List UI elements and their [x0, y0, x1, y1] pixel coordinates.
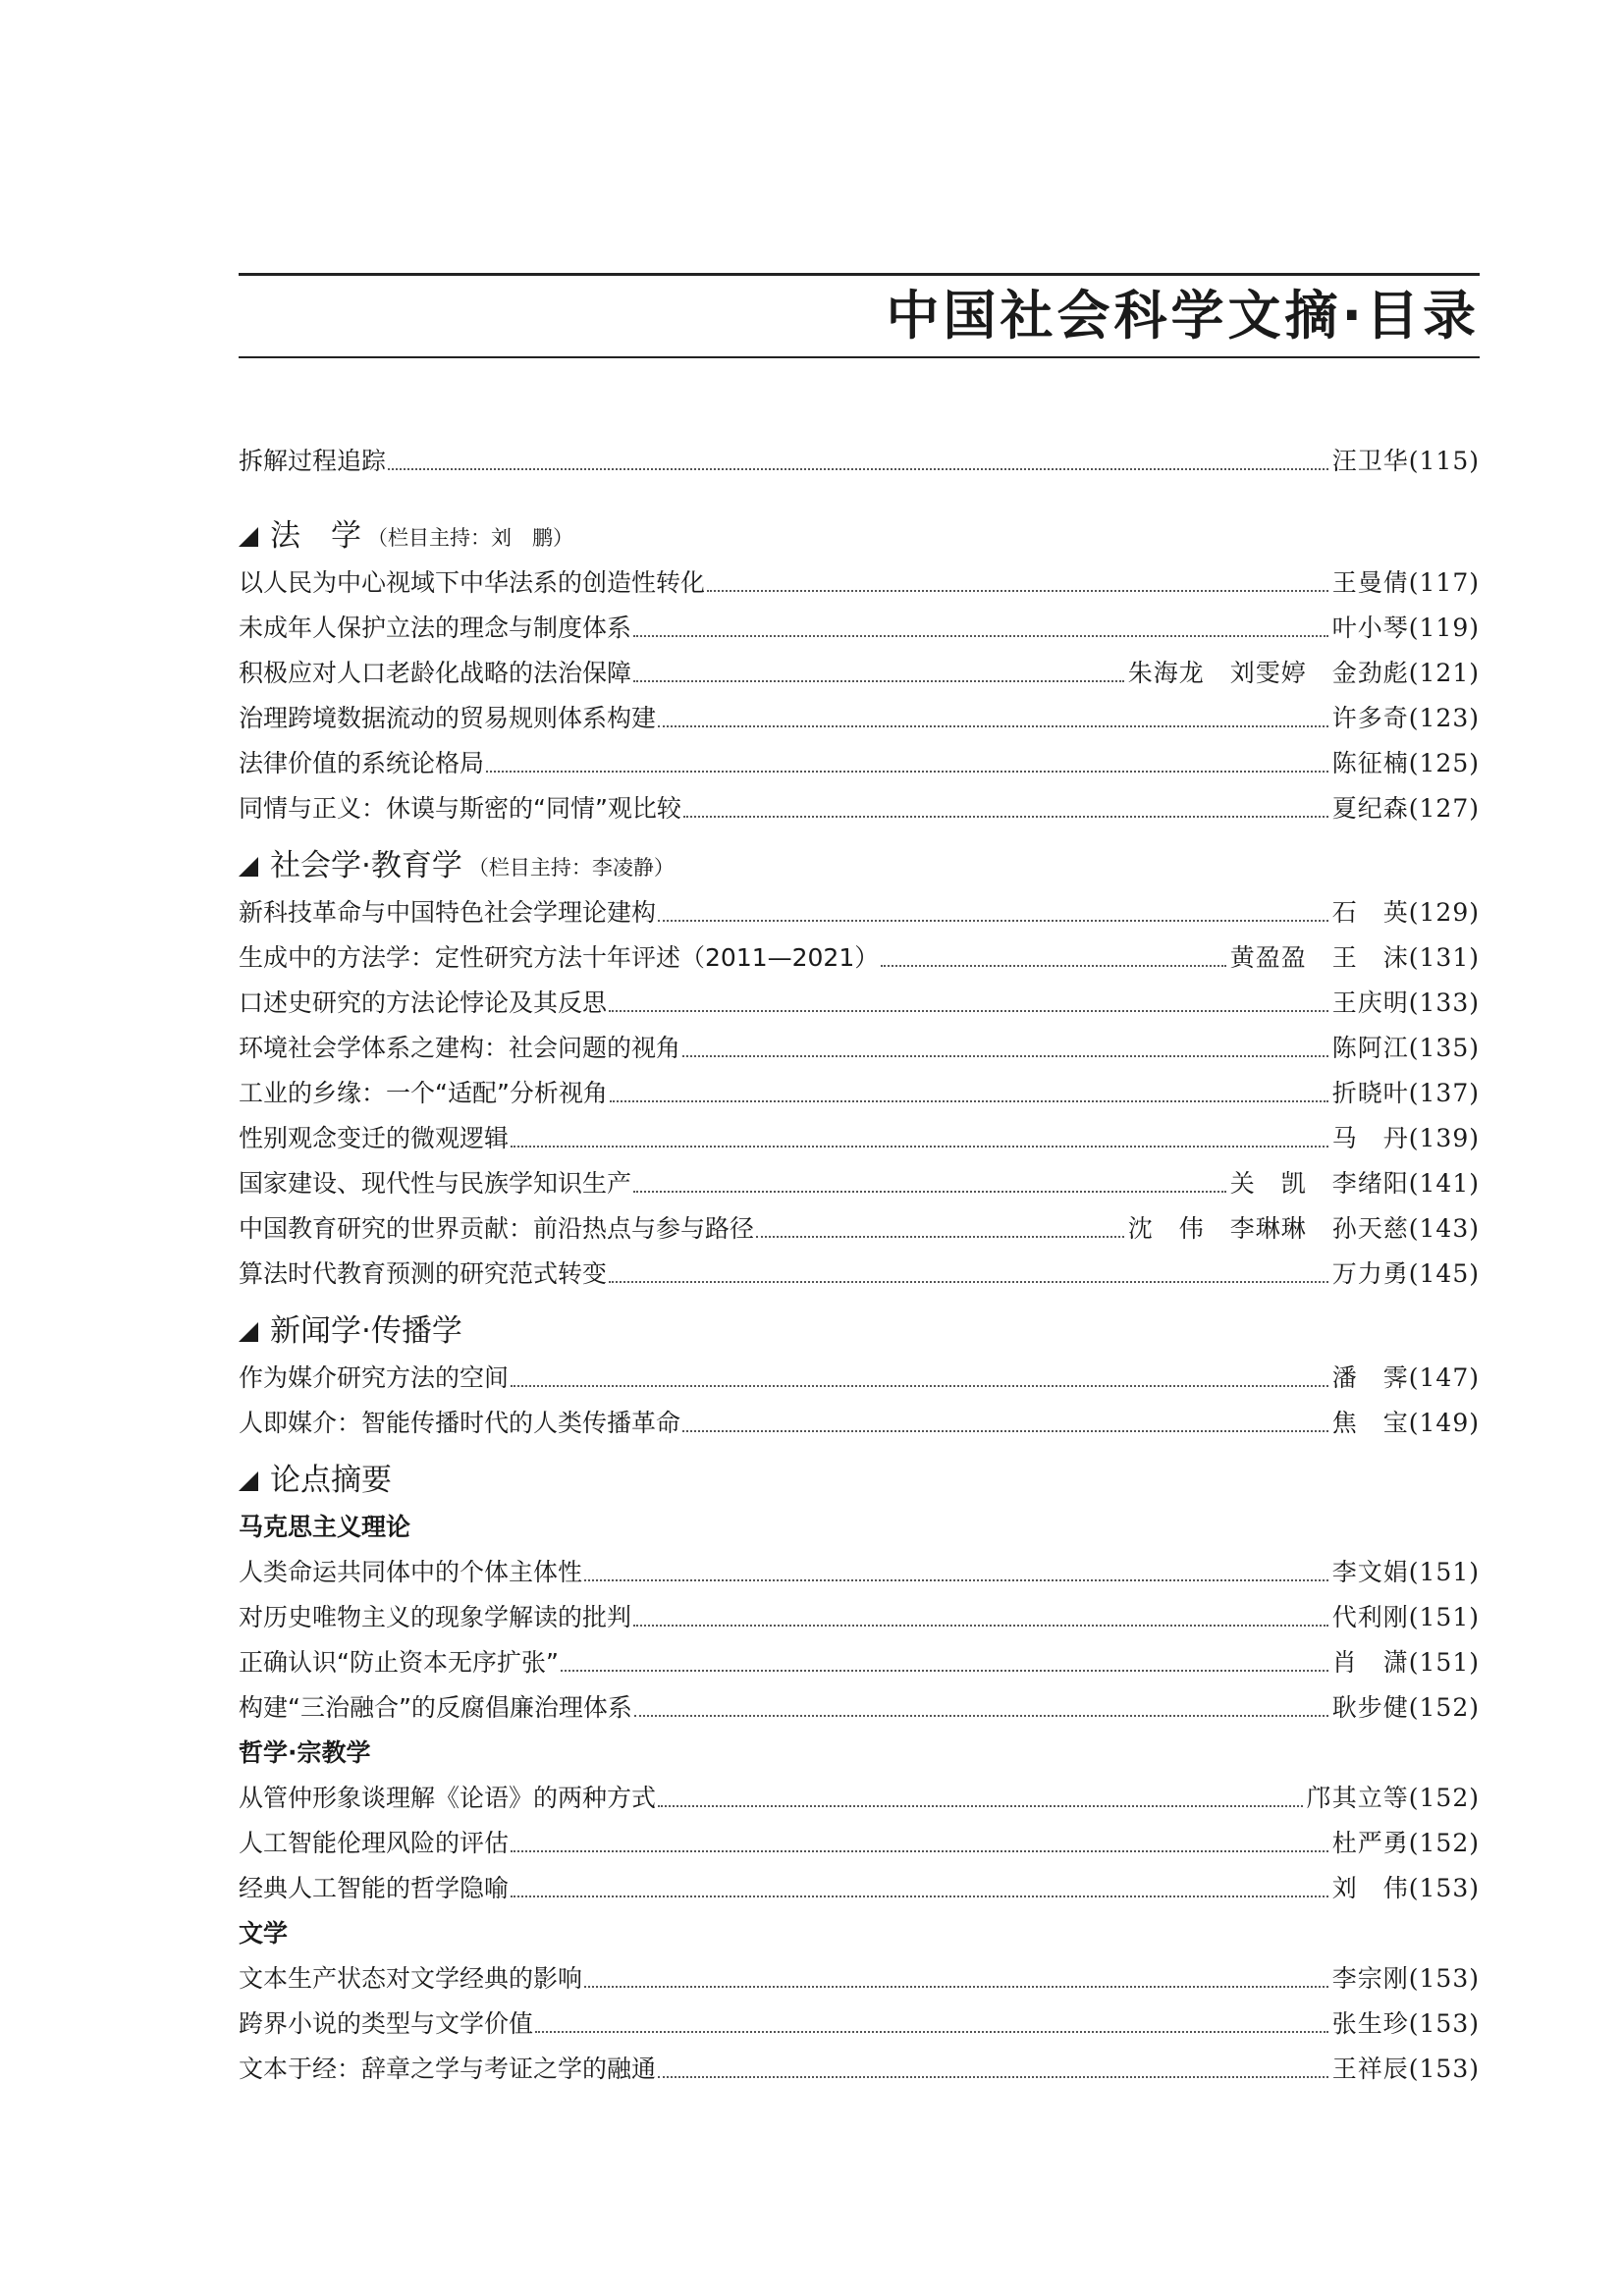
triangle-marker-icon — [239, 527, 258, 547]
entry-title: 拆解过程追踪 — [239, 447, 387, 475]
entry-authors — [1332, 1362, 1480, 1395]
entry-authors — [1332, 1257, 1480, 1291]
triangle-marker-icon — [239, 1471, 258, 1491]
page-number: (143) — [1408, 1214, 1480, 1243]
page-number: (141) — [1408, 1169, 1480, 1198]
author-name: 汪卫华 — [1331, 447, 1409, 475]
entry-title: 生成中的方法学：定性研究方法十年评述（2011—2021） — [239, 943, 880, 972]
page-number: (123) — [1408, 704, 1480, 732]
entry-authors — [1332, 2007, 1480, 2041]
page-number: (125) — [1408, 749, 1480, 777]
page-number: (151) — [1408, 1558, 1480, 1586]
page-number: (153) — [1408, 2055, 1480, 2083]
entry-authors — [1332, 987, 1480, 1020]
author-name: 刘 伟 — [1331, 1874, 1409, 1902]
toc-entry[interactable] — [239, 1589, 1480, 1634]
author-name: 李绪阳 — [1331, 1169, 1409, 1198]
entry-authors — [1307, 1782, 1480, 1815]
toc-entry[interactable] — [239, 780, 1480, 826]
subsection-heading: 哲学·宗教学 — [239, 1738, 371, 1767]
entry-authors — [1332, 1646, 1480, 1680]
entry-title: 性别观念变迁的微观逻辑 — [239, 1124, 510, 1152]
author-name: 万力勇 — [1331, 1259, 1409, 1288]
entry-authors — [1332, 1556, 1480, 1589]
toc-entry[interactable] — [239, 645, 1480, 690]
entry-authors — [1332, 612, 1480, 645]
dot-leader — [609, 1009, 1328, 1012]
toc-entry[interactable] — [239, 1020, 1480, 1065]
section-name: 新闻学·传播学 — [270, 1313, 462, 1349]
toc-entry[interactable] — [239, 1680, 1480, 1725]
dot-leader — [511, 1895, 1328, 1897]
entry-authors — [1332, 747, 1480, 780]
author-name: 沈 伟 — [1127, 1214, 1205, 1243]
page-number: (135) — [1408, 1034, 1480, 1062]
entry-title: 工业的乡缘：一个“适配”分析视角 — [239, 1079, 608, 1107]
toc-entry[interactable] — [239, 1996, 1480, 2041]
entry-title: 口述史研究的方法论悖论及其反思 — [239, 988, 608, 1017]
dot-leader — [881, 964, 1225, 967]
section-heading — [239, 1291, 1480, 1350]
entry-title: 治理跨境数据流动的贸易规则体系构建 — [239, 704, 657, 732]
author-name: 关 凯 — [1229, 1169, 1307, 1198]
toc-entry[interactable] — [239, 1544, 1480, 1589]
author-name: 马 丹 — [1331, 1124, 1409, 1152]
dot-leader — [682, 1054, 1328, 1057]
entry-title: 环境社会学体系之建构：社会问题的视角 — [239, 1034, 681, 1062]
dot-leader — [511, 1145, 1328, 1148]
section-heading — [239, 478, 1480, 555]
entry-authors — [1332, 1122, 1480, 1155]
entry-authors — [1332, 1601, 1480, 1634]
dot-leader — [633, 634, 1328, 637]
page-number: (121) — [1408, 659, 1480, 687]
dot-leader — [633, 1190, 1226, 1193]
triangle-marker-icon — [239, 1322, 258, 1342]
entry-authors — [1332, 1032, 1480, 1065]
dot-leader — [682, 1429, 1328, 1432]
entry-authors — [1332, 702, 1480, 735]
dot-leader — [658, 2075, 1328, 2078]
author-name: 王曼倩 — [1331, 568, 1409, 597]
entry-authors — [1128, 1212, 1480, 1246]
entry-title: 人工智能伦理风险的评估 — [239, 1829, 510, 1857]
author-name: 李宗刚 — [1331, 1964, 1409, 1993]
page-number: (131) — [1408, 943, 1480, 972]
toc-entry[interactable] — [239, 1201, 1480, 1246]
dot-leader — [511, 1384, 1328, 1387]
toc-entry[interactable] — [239, 1110, 1480, 1155]
dot-leader — [511, 1849, 1328, 1852]
page-number: (129) — [1408, 898, 1480, 927]
author-name: 邝其立等 — [1306, 1784, 1409, 1812]
dot-leader — [683, 815, 1328, 818]
author-name: 肖 潇 — [1331, 1648, 1409, 1677]
toc-entry[interactable] — [239, 1770, 1480, 1815]
page-number: (133) — [1408, 988, 1480, 1017]
toc-entry[interactable] — [239, 1350, 1480, 1395]
dot-leader — [610, 1099, 1328, 1102]
page-number: (139) — [1408, 1124, 1480, 1152]
author-name: 李琳琳 — [1229, 1214, 1307, 1243]
page-number: (115) — [1408, 447, 1480, 475]
table-of-contents — [239, 433, 1480, 2086]
author-name: 夏纪森 — [1331, 794, 1409, 823]
page-number: (153) — [1408, 2009, 1480, 2038]
author-name: 折晓叶 — [1331, 1079, 1409, 1107]
entry-title: 作为媒介研究方法的空间 — [239, 1363, 510, 1392]
author-name: 王庆明 — [1331, 988, 1409, 1017]
dot-leader — [486, 770, 1328, 773]
author-name: 焦 宝 — [1331, 1409, 1409, 1437]
dot-leader — [756, 1235, 1124, 1238]
entry-title: 人即媒介：智能传播时代的人类传播革命 — [239, 1409, 681, 1437]
author-name: 代利刚 — [1331, 1603, 1409, 1631]
dot-leader — [633, 1624, 1328, 1627]
dot-leader — [584, 1985, 1328, 1988]
entry-title: 正确认识“防止资本无序扩张” — [239, 1648, 559, 1677]
toc-entry[interactable] — [239, 690, 1480, 735]
author-name: 石 英 — [1331, 898, 1409, 927]
page-number: (149) — [1408, 1409, 1480, 1437]
journal-title: 中国社会科学文摘·目录 — [886, 285, 1480, 347]
toc-entry[interactable] — [239, 1860, 1480, 1905]
page-number: (152) — [1408, 1784, 1480, 1812]
page-number: (119) — [1408, 614, 1480, 642]
entry-authors — [1332, 2053, 1480, 2086]
entry-title: 构建“三治融合”的反腐倡廉治理体系 — [239, 1693, 632, 1722]
entry-title: 积极应对人口老龄化战略的法治保障 — [239, 659, 632, 687]
toc-entry[interactable] — [239, 600, 1480, 645]
entry-title: 人类命运共同体中的个体主体性 — [239, 1558, 583, 1586]
toc-entry[interactable] — [239, 1950, 1480, 1996]
entry-authors — [1332, 1691, 1480, 1725]
toc-entry[interactable] — [239, 1815, 1480, 1860]
author-name: 朱海龙 — [1127, 659, 1205, 687]
author-name: 陈征楠 — [1331, 749, 1409, 777]
author-name: 耿步健 — [1331, 1693, 1409, 1722]
dot-leader — [707, 589, 1328, 592]
page-number: (127) — [1408, 794, 1480, 823]
entry-authors — [1332, 1872, 1480, 1905]
page-number: (147) — [1408, 1363, 1480, 1392]
subsection-heading: 马克思主义理论 — [239, 1513, 411, 1541]
entry-authors — [1332, 896, 1480, 930]
entry-authors — [1332, 445, 1480, 478]
section-host: （栏目主持：刘 鹏） — [367, 526, 573, 550]
entry-title: 算法时代教育预测的研究范式转变 — [239, 1259, 608, 1288]
author-name: 王祥辰 — [1331, 2055, 1409, 2083]
page-number: (153) — [1408, 1874, 1480, 1902]
entry-title: 文本于经：辞章之学与考证之学的融通 — [239, 2055, 657, 2083]
toc-entry[interactable] — [239, 1246, 1480, 1291]
entry-authors — [1332, 792, 1480, 826]
author-name: 黄盈盈 — [1229, 943, 1307, 972]
entry-title: 以人民为中心视域下中华法系的创造性转化 — [239, 568, 706, 597]
author-name: 孙天慈 — [1331, 1214, 1409, 1243]
toc-entry[interactable] — [239, 433, 1480, 478]
page-number: (151) — [1408, 1603, 1480, 1631]
author-name: 李文娟 — [1331, 1558, 1409, 1586]
dot-leader — [535, 2030, 1328, 2033]
dot-leader — [658, 724, 1328, 727]
entry-title: 新科技革命与中国特色社会学理论建构 — [239, 898, 657, 927]
subsection-heading: 文学 — [239, 1919, 289, 1948]
toc-entry[interactable] — [239, 1065, 1480, 1110]
page-number: (153) — [1408, 1964, 1480, 1993]
page-number: (137) — [1408, 1079, 1480, 1107]
author-name: 许多奇 — [1331, 704, 1409, 732]
toc-entry[interactable] — [239, 930, 1480, 975]
dot-leader — [658, 919, 1328, 922]
section-name: 社会学·教育学 — [270, 848, 462, 883]
author-name: 陈阿江 — [1331, 1034, 1409, 1062]
entry-title: 未成年人保护立法的理念与制度体系 — [239, 614, 632, 642]
section-name: 法 学 — [270, 518, 361, 554]
entry-authors — [1332, 566, 1480, 600]
entry-title: 同情与正义：休谟与斯密的“同情”观比较 — [239, 794, 681, 823]
entry-authors — [1230, 1167, 1480, 1201]
triangle-marker-icon — [239, 857, 258, 877]
dot-leader — [561, 1669, 1328, 1672]
entry-title: 从管仲形象谈理解《论语》的两种方式 — [239, 1784, 657, 1812]
section-heading — [239, 826, 1480, 884]
page-number: (151) — [1408, 1648, 1480, 1677]
toc-entry[interactable] — [239, 2041, 1480, 2086]
author-name: 叶小琴 — [1331, 614, 1409, 642]
toc-entry[interactable] — [239, 975, 1480, 1020]
page-number: (152) — [1408, 1829, 1480, 1857]
toc-entry[interactable] — [239, 555, 1480, 600]
entry-authors — [1332, 1827, 1480, 1860]
entry-authors — [1332, 1407, 1480, 1440]
entry-title: 跨界小说的类型与文学价值 — [239, 2009, 534, 2038]
dot-leader — [633, 679, 1124, 682]
page-number: (152) — [1408, 1693, 1480, 1722]
dot-leader — [634, 1714, 1328, 1717]
entry-title: 经典人工智能的哲学隐喻 — [239, 1874, 510, 1902]
entry-authors — [1332, 1962, 1480, 1996]
dot-leader — [609, 1280, 1328, 1283]
dot-leader — [658, 1804, 1303, 1807]
section-heading — [239, 1440, 1480, 1499]
author-name: 王 沫 — [1331, 943, 1409, 972]
dot-leader — [584, 1578, 1328, 1581]
entry-title: 文本生产状态对文学经典的影响 — [239, 1964, 583, 1993]
toc-entry[interactable] — [239, 884, 1480, 930]
toc-entry[interactable] — [239, 1634, 1480, 1680]
author-name: 杜严勇 — [1331, 1829, 1409, 1857]
toc-entry[interactable] — [239, 1395, 1480, 1440]
entry-title: 国家建设、现代性与民族学知识生产 — [239, 1169, 632, 1198]
toc-entry[interactable] — [239, 735, 1480, 780]
author-name: 金劲彪 — [1331, 659, 1409, 687]
page-number: (117) — [1408, 568, 1480, 597]
entry-authors — [1230, 941, 1480, 975]
entry-title: 法律价值的系统论格局 — [239, 749, 485, 777]
section-host: （栏目主持：李凌静） — [467, 856, 675, 880]
entry-authors — [1332, 1077, 1480, 1110]
toc-entry[interactable] — [239, 1155, 1480, 1201]
journal-header — [239, 273, 1480, 358]
author-name: 刘雯婷 — [1229, 659, 1307, 687]
entry-title: 对历史唯物主义的现象学解读的批判 — [239, 1603, 632, 1631]
dot-leader — [388, 467, 1328, 470]
page-number: (145) — [1408, 1259, 1480, 1288]
entry-authors — [1128, 657, 1480, 690]
author-name: 张生珍 — [1331, 2009, 1409, 2038]
entry-title: 中国教育研究的世界贡献：前沿热点与参与路径 — [239, 1214, 755, 1243]
section-name: 论点摘要 — [270, 1463, 392, 1498]
author-name: 潘 霁 — [1331, 1363, 1409, 1392]
